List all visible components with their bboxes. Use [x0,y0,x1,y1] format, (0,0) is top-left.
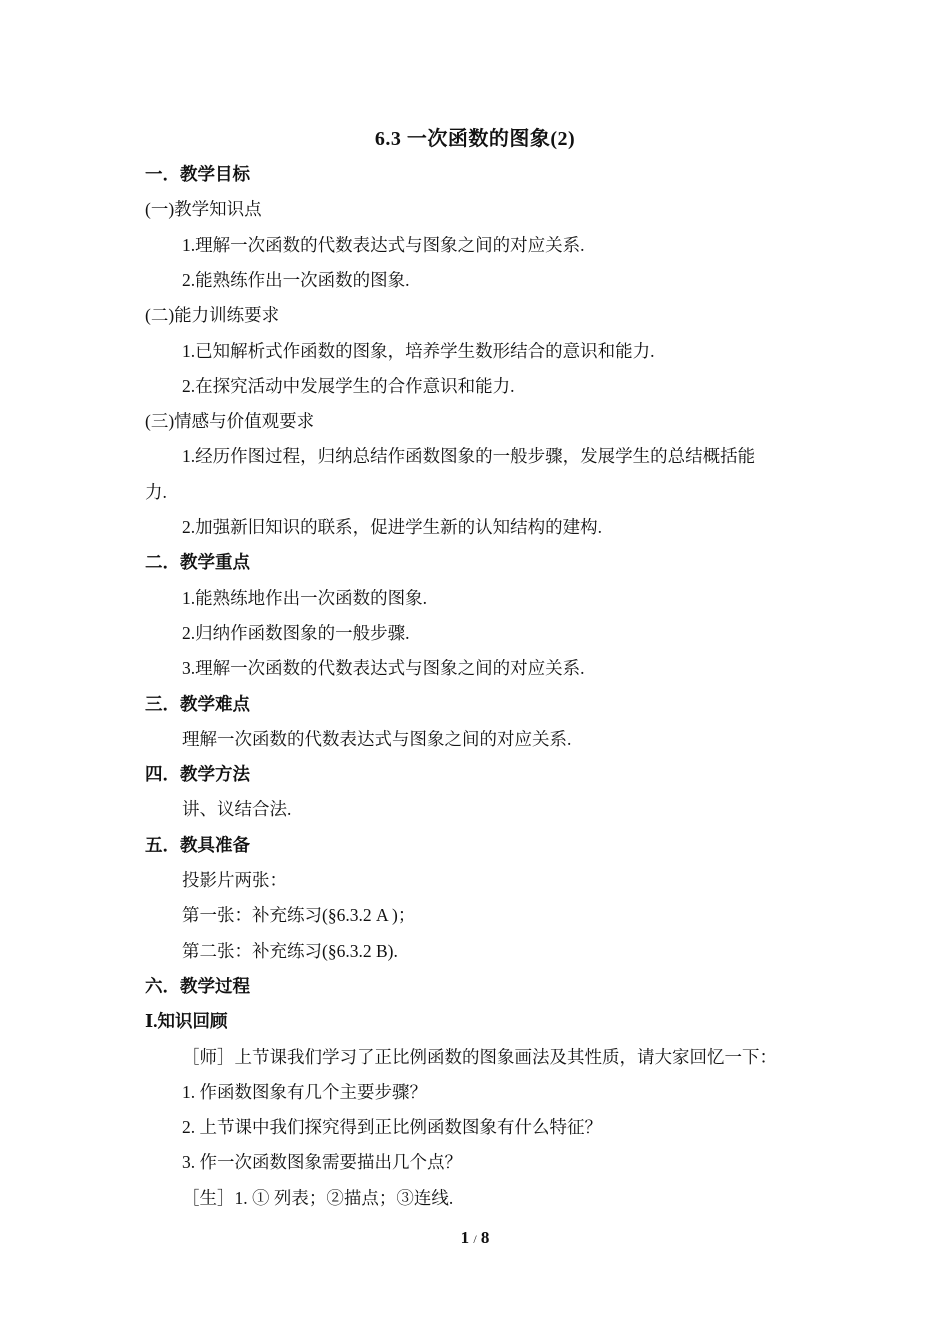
section-heading: Ⅰ.知识回顾 [145,1011,228,1031]
text-line: ［生］1. ① 列表；②描点；③连线. [182,1188,454,1208]
text-line: 2.归纳作函数图象的一般步骤. [182,623,410,643]
text-line: 1.经历作图过程，归纳总结作函数图象的一般步骤，发展学生的总结概括能 [182,446,756,466]
text-line: 第二张：补充练习(§6.3.2 B). [182,941,398,961]
section-heading: 一．教学目标 [145,164,250,184]
page-total: 8 [480,1228,490,1247]
section-heading: 二．教学重点 [145,552,250,572]
text-line: 投影片两张： [182,870,287,890]
text-line: 讲、议结合法. [182,799,292,819]
section-heading: 三．教学难点 [145,694,250,714]
section-heading: 六．教学过程 [145,976,250,996]
text-line: 1.能熟练地作出一次函数的图象. [182,588,427,608]
text-line: ［师］上节课我们学习了正比例函数的图象画法及其性质，请大家回忆一下： [182,1047,777,1067]
text-line: 1. 作函数图象有几个主要步骤？ [182,1082,427,1102]
text-line: (三)情感与价值观要求 [145,411,315,431]
text-line: (二)能力训练要求 [145,305,280,325]
text-line: 2.在探究活动中发展学生的合作意识和能力. [182,376,515,396]
text-line: 3.理解一次函数的代数表达式与图象之间的对应关系. [182,658,585,678]
text-line: 1.理解一次函数的代数表达式与图象之间的对应关系. [182,235,585,255]
page-separator: / [473,1232,477,1246]
text-line: 力. [145,482,167,502]
page-footer [0,1228,950,1248]
page-number: 1 [460,1228,470,1247]
text-line: 第一张：补充练习(§6.3.2 A )； [182,905,416,925]
section-heading: 五．教具准备 [145,835,250,855]
text-line: 2.加强新旧知识的联系，促进学生新的认知结构的建构. [182,517,602,537]
text-line: (一)教学知识点 [145,199,262,219]
page-title: 6.3 一次函数的图象(2) [374,128,576,150]
text-line: 2.能熟练作出一次函数的图象. [182,270,410,290]
section-heading: 四．教学方法 [145,764,250,784]
text-line: 3. 作一次函数图象需要描出几个点？ [182,1152,462,1172]
text-line: 理解一次函数的代数表达式与图象之间的对应关系. [182,729,572,749]
text-line: 2. 上节课中我们探究得到正比例函数图象有什么特征？ [182,1117,602,1137]
text-line: 1.已知解析式作函数的图象，培养学生数形结合的意识和能力. [182,341,655,361]
